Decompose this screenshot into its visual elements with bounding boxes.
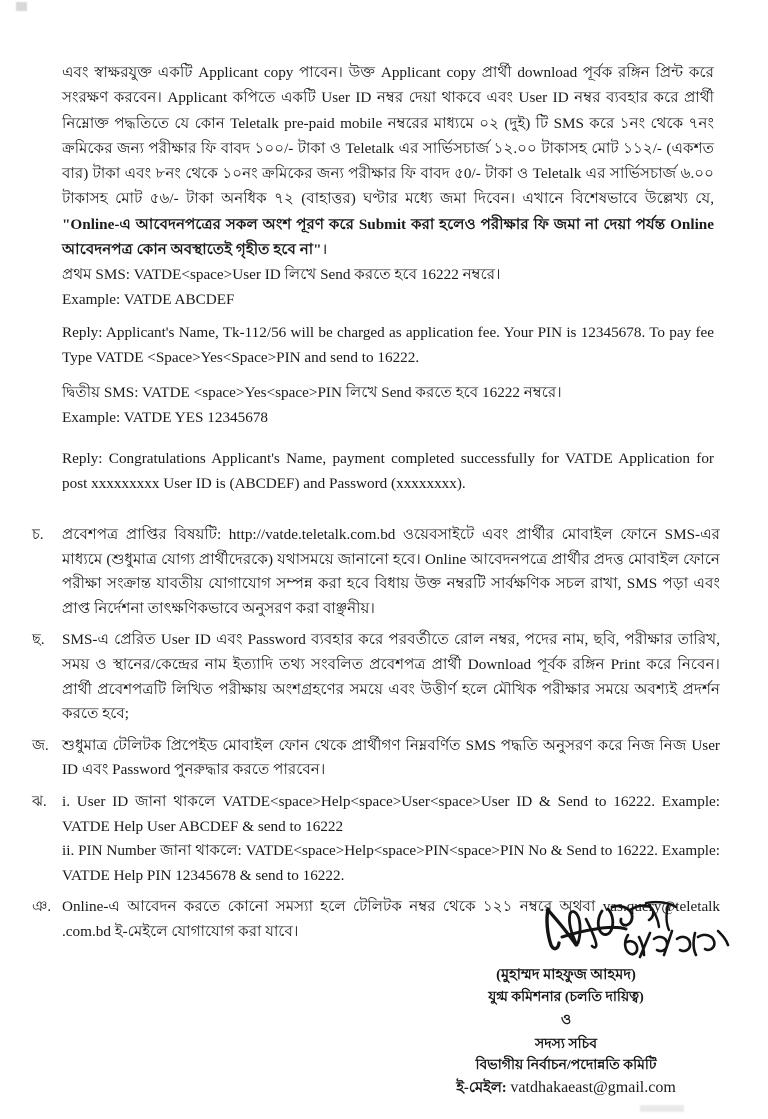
list-item-text	[62, 790, 720, 888]
list-marker: ছ.	[32, 632, 45, 649]
signatory-conjunction: ও	[560, 1013, 572, 1028]
second-sms-label: দ্বিতীয় SMS:	[62, 384, 139, 401]
second-sms-block	[62, 380, 714, 431]
list-item-text: Online-এ আবেদন করতে কোনো সমস্যা হলে টেলিটক নম্বর থেকে ১২১ নম্বরে অথবা vas.query@teletalk .com.bd ই-মেইলে যোগাযোগ করা যাবে।	[62, 898, 720, 940]
second-sms-example: Example: VATDE YES 12345678	[62, 409, 269, 427]
list-subitem-i: i. User ID জানা থাকলে VATDE<space>Help<space>User<space>User ID & Send to 16222. Example: VATDE Help User ABCDEF & send to 16222	[62, 792, 720, 835]
second-reply-block: Reply: Congratulations Applicant's Name, payment completed successfully for VATDE Application for post xxxxxxxxx User ID is (ABCDEF) and Password (xxxxxxxx).	[62, 450, 714, 493]
list-item	[28, 734, 720, 783]
list-item	[28, 790, 720, 888]
first-sms-label: প্রথম SMS:	[62, 266, 131, 283]
signatory-committee: বিভাগীয় নির্বাচন/পদোন্নতি কমিটি	[475, 1058, 657, 1073]
email-label: ই-মেইল:	[456, 1079, 507, 1096]
first-reply-block: Reply: Applicant's Name, Tk-112/56 will be charged as application fee. Your PIN is 12345678. To pay fee Type VATDE <Space>Yes<Space>PIN and send to 16222.	[62, 324, 714, 367]
signatory-name: (মুহাম্মদ মাহফুজ আহমদ)	[496, 967, 636, 983]
list-marker: জ.	[32, 737, 49, 754]
first-sms-block	[62, 262, 714, 313]
list-subitem-ii: ii. PIN Number জানা থাকলে: VATDE<space>Help<space>PIN<space>PIN No & Send to 16222. Example: VATDE Help PIN 12345678 & send to 16222.	[62, 842, 720, 884]
list-marker: চ.	[32, 527, 44, 543]
scan-artifact-top	[16, 2, 27, 11]
first-sms-example: Example: VATDE ABCDEF	[62, 291, 235, 309]
handwritten-signature	[396, 893, 736, 965]
scan-artifact-bottom	[640, 1105, 684, 1112]
intro-bold-quote: "Online-এ আবেদনপত্রের সকল অংশ পূরণ করে Submit করা হলেও পরীক্ষার ফি জমা না দেয়া পর্যন্ত Online আবেদনপত্র কোন অবস্থাতেই গৃহীত হবে না"	[62, 215, 714, 259]
list-item-text: শুধুমাত্র টেলিটক প্রিপেইড মোবাইল ফোন থেকে প্রার্থীগণ নিম্নবর্ণিত SMS পদ্ধতি অনুসরণ করে নিজ নিজ User ID এবং Password পুনরুদ্ধার করতে পারবেন।	[62, 736, 720, 779]
first-sms-instruction: VATDE<space>User ID লিখে Send করতে হবে 16222 নম্বরে।	[133, 266, 501, 283]
second-sms-instruction: VATDE <space>Yes<space>PIN লিখে Send করতে হবে 16222 নম্বরে।	[142, 384, 562, 401]
list-item	[28, 628, 720, 726]
list-item	[28, 523, 720, 621]
list-marker: ঝ.	[32, 793, 47, 810]
email-address: vatdhakaeast@gmail.com	[510, 1078, 676, 1096]
list-item-text: SMS-এ প্রেরিত User ID এবং Password ব্যবহার করে পরবর্তীতে রোল নম্বর, পদের নাম, ছবি, পরীক্ষার তারিখ, সময় ও স্থানের/কেন্দ্রের নাম ইত্যাদি তথ্য সংবলিত প্রবেশপত্র প্রার্থী Download পূর্বক রঙ্গিন Print করে নিবেন। প্রার্থী প্রবেশপত্রটি লিখিত পরীক্ষায় অংশগ্রহণের সময়ে এবং উত্তীর্ণ হলে মৌখিক পরীক্ষার সময়ে অবশ্যই প্রদর্শন করতে হবে;	[62, 631, 720, 723]
signature-ink-icon	[396, 893, 736, 965]
intro-tail: ।	[321, 241, 328, 259]
list-item-text: প্রবেশপত্র প্রাপ্তির বিষয়টি: http://vatde.teletalk.com.bd ওয়েবসাইটে এবং প্রার্থীর মোবাইল ফোনে SMS-এর মাধ্যমে (শুধুমাত্র যোগ্য প্রার্থীদেরকে) যথাসময়ে জানানো হবে। Online আবেদনপত্রে প্রার্থীর প্রদত্ত মোবাইল ফোনে পরীক্ষা সংক্রান্ত যাবতীয় যোগাযোগ সম্পন্ন করা হবে বিধায় উক্ত নম্বরটি সার্বক্ষণিক সচল রাখা, SMS পড়া এবং প্রাপ্ত নির্দেশনা তাৎক্ষণিকভাবে অনুসরণ করা বাঞ্ছনীয়।	[62, 526, 720, 617]
list-marker: ঞ.	[32, 899, 52, 916]
intro-paragraph	[62, 60, 714, 262]
signatory-email	[396, 1077, 736, 1099]
intro-paragraph-text: এবং স্বাক্ষরযুক্ত একটি Applicant copy পাবেন। উক্ত Applicant copy প্রার্থী download পূর্বক রঙ্গিন প্রিন্ট করে সংরক্ষণ করবেন। Applicant কপিতে একটি User ID নম্বর দেয়া থাকবে এবং User ID নম্বর ব্যবহার করে প্রার্থী নিম্নোক্ত পদ্ধতিতে যে কোন Teletalk pre-paid mobile নম্বরের মাধ্যমে ০২ (দুই) টি SMS করে ১নং থেকে ৭নং ক্রমিকের জন্য পরীক্ষার ফি বাবদ ১০০/- টাকা ও Teletalk এর সার্ভিসচার্জ ১২.০০ টাকাসহ মোট ১১২/- (একশত বার) টাকা এবং ৮নং থেকে ১০নং ক্রমিকের জন্য পরীক্ষার ফি বাবদ ৫0/- টাকা ও Teletalk এর সার্ভিসচার্জ ৬.০০ টাকাসহ মোট ৫৬/- টাকা অনধিক ৭২ (বাহাত্তর) ঘণ্টার মধ্যে জমা দিবেন। এখানে বিশেষভাবে উল্লেখ্য যে,	[62, 64, 714, 208]
signature-block	[396, 893, 736, 1099]
signatory-designation: যুগ্ম কমিশনার (চলতি দায়িত্ব)	[488, 989, 644, 1005]
instruction-list	[28, 523, 720, 952]
signatory-role: সদস্য সচিব	[534, 1036, 597, 1052]
